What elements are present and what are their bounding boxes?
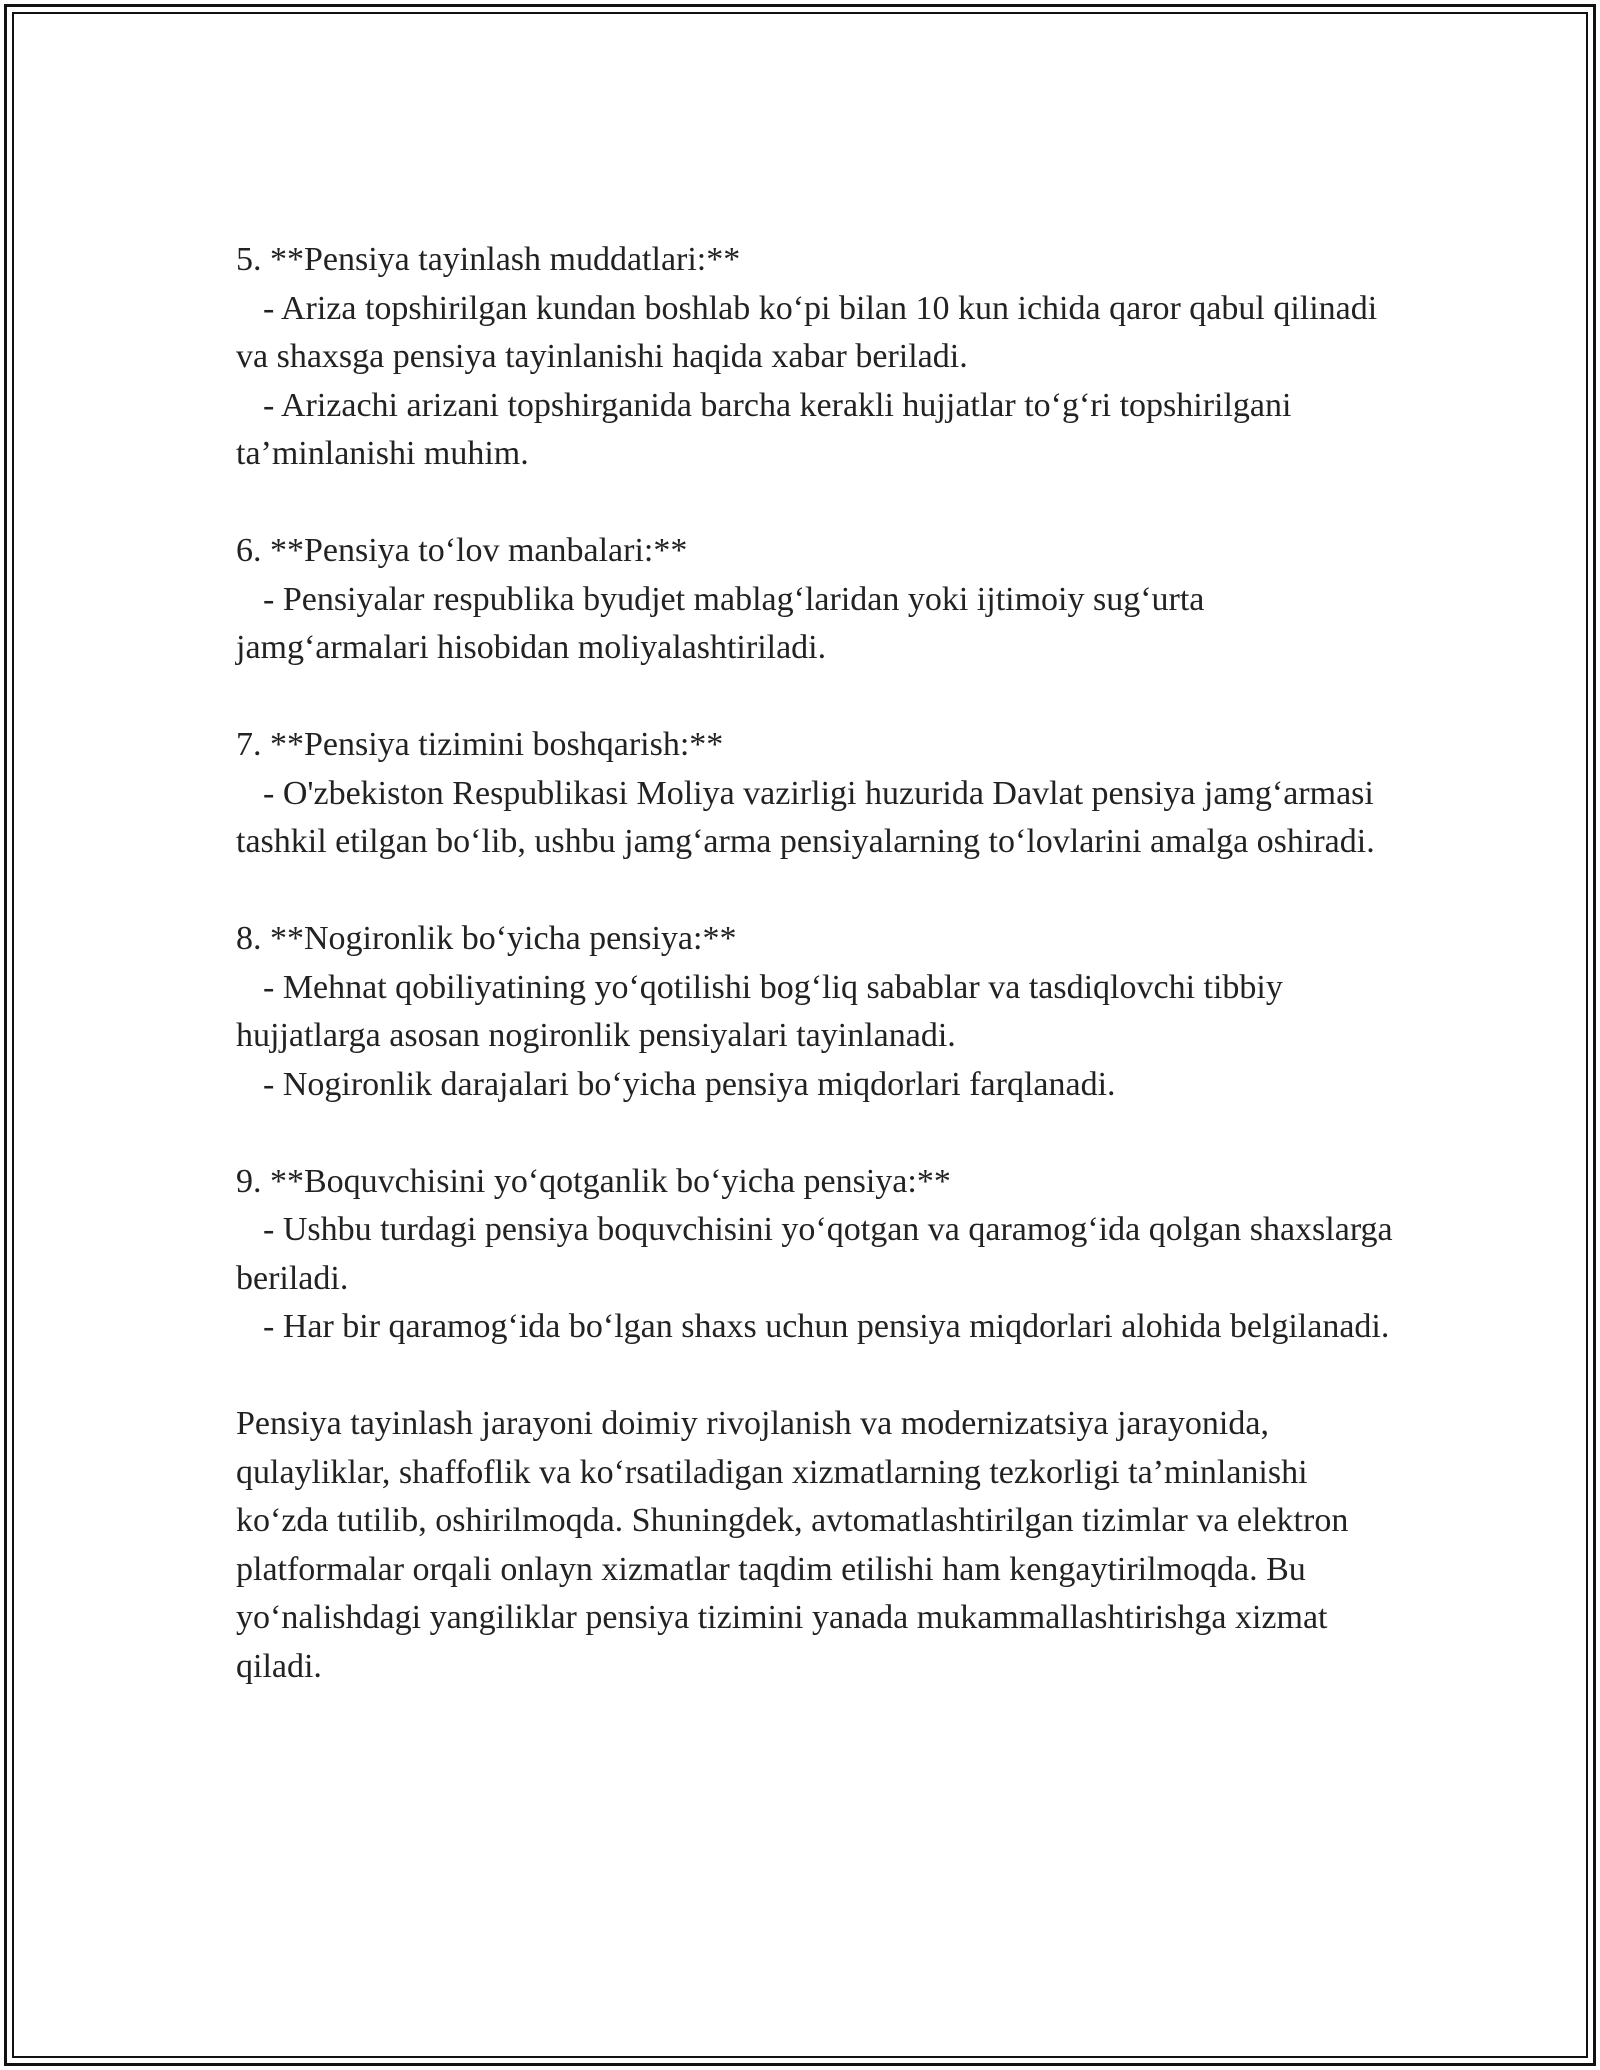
closing-paragraph: Pensiya tayinlash jarayoni doimiy rivojlanish va modernizatsiya jarayonida, qulayliklar, shaffoflik va ko‘rsatiladigan xizmatlarning tezkorligi ta’minlanishi ko‘zda tutilib, oshirilmoqda. Shuningdek, avtomatlashtirilgan tizimlar va elektron platformalar orqali onlayn xizmatlar taqdim etilishi ham kengaytirilmoqda. Bu yo‘nalishdagi yangiliklar pensiya tizimini yanada mukammallashtirishga xizmat qiladi.	[236, 1405, 1349, 1685]
section-pension-deadlines	[236, 236, 1396, 479]
section-heading: 5. **Pensiya tayinlash muddatlari:**	[236, 241, 741, 278]
section-payment-sources	[236, 527, 1396, 673]
section-survivor-pension	[236, 1158, 1396, 1352]
section-bullet: - Nogironlik darajalari bo‘yicha pensiya miqdorlari farqlanadi.	[263, 1065, 1116, 1103]
section-bullet: - Ariza topshirilgan kundan boshlab ko‘pi bilan 10 kun ichida qaror qabul qilinadi va shaxsga pensiya tayinlanishi haqida xabar beriladi.	[236, 289, 1378, 375]
section-system-management	[236, 721, 1396, 867]
section-heading: 6. **Pensiya to‘lov manbalari:**	[236, 532, 688, 569]
section-bullet: - Pensiyalar respublika byudjet mablag‘laridan yoki ijtimoiy sug‘urta jamg‘armalari hisobidan moliyalashtiriladi.	[236, 580, 1205, 666]
section-heading: 7. **Pensiya tizimini boshqarish:**	[236, 726, 724, 763]
section-heading: 9. **Boquvchisini yo‘qotganlik bo‘yicha pensiya:**	[236, 1162, 951, 1200]
section-bullet: - Arizachi arizani topshirganida barcha kerakli hujjatlar to‘g‘ri topshirilgani ta’minlanishi muhim.	[236, 386, 1292, 472]
section-bullet: - O'zbekiston Respublikasi Moliya vazirligi huzurida Davlat pensiya jamg‘armasi tashkil etilgan bo‘lib, ushbu jamg‘arma pensiyalarning to‘lovlarini amalga oshiradi.	[236, 774, 1375, 860]
section-bullet: - Mehnat qobiliyatining yo‘qotilishi bog‘liq sabablar va tasdiqlovchi tibbiy hujjatlarga asosan nogironlik pensiyalari tayinlanadi.	[236, 968, 1283, 1054]
section-bullet: - Ushbu turdagi pensiya boquvchisini yo‘qotgan va qaramog‘ida qolgan shaxslarga beriladi.	[236, 1211, 1393, 1297]
section-bullet: - Har bir qaramog‘ida bo‘lgan shaxs uchun pensiya miqdorlari alohida belgilanadi.	[263, 1308, 1390, 1345]
section-disability-pension	[236, 915, 1396, 1109]
section-heading: 8. **Nogironlik bo‘yicha pensiya:**	[236, 920, 737, 957]
document-body	[236, 236, 1396, 1691]
